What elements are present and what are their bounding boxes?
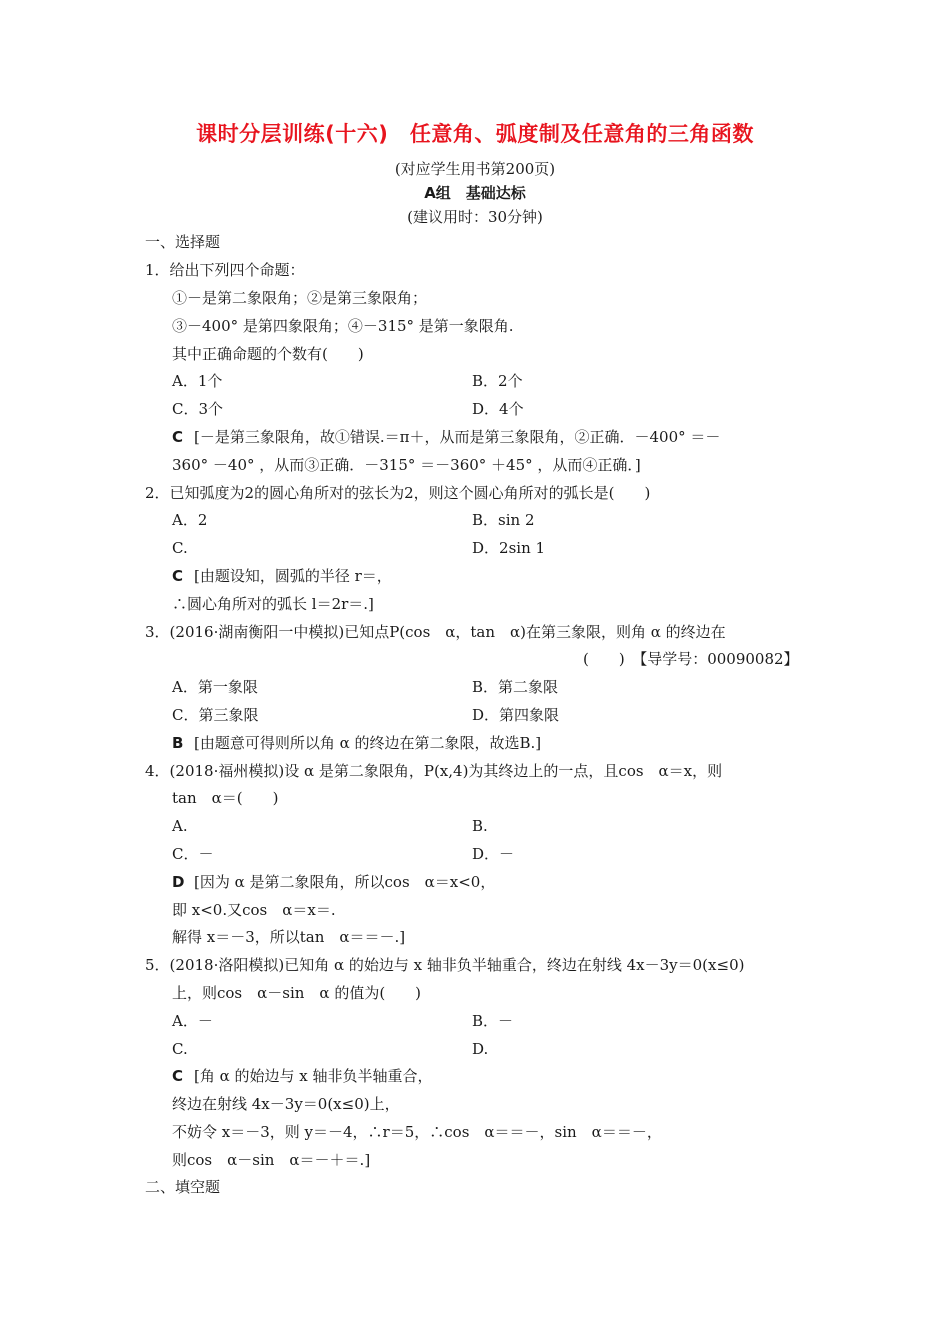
question-1-option-c: C．3个: [172, 400, 224, 418]
question-5-explanation-3: 不妨令 x＝－3，则 y＝－4，∴r＝5，∴cos α＝＝－，sin α＝＝－，: [172, 1123, 662, 1141]
section-fill-in-blank: 二、填空题: [145, 1178, 221, 1196]
question-4-explanation-3: 解得 x＝－3，所以tan α＝＝－.]: [172, 928, 406, 946]
question-3-option-a: A．第一象限: [172, 678, 258, 696]
question-5-explanation-1: [角 α 的始边与 x 轴非负半轴重合，: [194, 1067, 433, 1085]
question-2-option-d: D．2sin 1: [472, 539, 546, 557]
question-2-answer-letter: C: [172, 567, 184, 585]
question-3-option-b: B．第二象限: [472, 678, 559, 696]
book-reference: (对应学生用书第200页): [394, 160, 556, 178]
question-5-stem-2: 上，则cos α－sin α 的值为( ): [172, 984, 422, 1002]
question-2-option-a: A．2: [172, 511, 208, 529]
section-multiple-choice: 一、选择题: [145, 233, 221, 251]
question-1-option-b: B．2个: [472, 372, 523, 390]
question-5-option-b: B．－: [472, 1012, 514, 1030]
question-5-explanation-4: 则cos α－sin α＝－＋＝.]: [172, 1151, 371, 1169]
question-3-option-d: D．第四象限: [472, 706, 560, 724]
question-3-answer-letter: B: [172, 734, 184, 752]
question-4-option-b: B.: [472, 817, 488, 835]
question-4-stem: 4．(2018·福州模拟)设 α 是第二象限角，P(x,4)为其终边上的一点，且cos α＝x，则: [145, 762, 723, 780]
question-3-option-c: C．第三象限: [172, 706, 259, 724]
question-1-answer-letter: C: [172, 428, 184, 446]
question-4-option-a: A.: [172, 817, 188, 835]
question-2-stem: 2．已知弧度为2的圆心角所对的弦长为2，则这个圆心角所对的弧长是( ): [145, 484, 651, 502]
question-1-stem: 1．给出下列四个命题：: [145, 261, 305, 279]
question-4-explanation-2: 即 x<0.又cos α＝x＝.: [172, 901, 336, 919]
page-title: 课时分层训练(十六) 任意角、弧度制及任意角的三角函数: [196, 122, 754, 146]
question-1-line-3: 其中正确命题的个数有( ): [172, 345, 364, 363]
question-5-option-d: D.: [472, 1040, 489, 1058]
question-3-explanation-1: [由题意可得则所以角 α 的终边在第二象限，故选B.]: [194, 734, 542, 752]
question-2-explanation-2: ∴圆心角所对的弧长 l＝2r＝.]: [172, 595, 374, 613]
question-1-option-a: A．1个: [172, 372, 223, 390]
question-4-explanation-1: [因为 α 是第二象限角，所以cos α＝x<0，: [194, 873, 496, 891]
question-4-stem-2: tan α＝( ): [172, 789, 279, 807]
question-5-option-a: A．－: [172, 1012, 213, 1030]
question-1-option-d: D．4个: [472, 400, 524, 418]
question-4-answer-letter: D: [172, 873, 185, 891]
question-3-stem-2: ( ) 【导学号：00090082】: [583, 650, 799, 668]
question-2-option-c: C.: [172, 539, 188, 557]
question-4-option-c: C．－: [172, 845, 214, 863]
question-5-stem: 5．(2018·洛阳模拟)已知角 α 的始边与 x 轴非负半轴重合，终边在射线 4x－3y＝0(x≤0): [145, 956, 745, 974]
question-1-explanation-2: 360° －40° ，从而③正确．－315° ＝－360° ＋45° ，从而④正确．]: [172, 456, 641, 474]
question-2-option-b: B．sin 2: [472, 511, 535, 529]
question-4-option-d: D．－: [472, 845, 515, 863]
question-2-explanation-1: [由题设知，圆弧的半径 r＝，: [194, 567, 392, 585]
question-5-option-c: C.: [172, 1040, 188, 1058]
group-heading: A组 基础达标: [424, 184, 526, 202]
suggested-time: (建议用时：30分钟): [407, 208, 543, 226]
question-1-explanation-1: [－是第三象限角，故①错误.＝π＋，从而是第三象限角，②正确．－400° ＝－: [194, 428, 721, 446]
question-1-line-1: ①－是第二象限角；②是第三象限角；: [172, 289, 428, 307]
question-5-answer-letter: C: [172, 1067, 184, 1085]
question-1-line-2: ③－400° 是第四象限角；④－315° 是第一象限角.: [172, 317, 514, 335]
question-5-explanation-2: 终边在射线 4x－3y＝0(x≤0)上，: [172, 1095, 400, 1113]
question-3-stem: 3．(2016·湖南衡阳一中模拟)已知点P(cos α，tan α)在第三象限，则角 α 的终边在: [145, 623, 726, 641]
